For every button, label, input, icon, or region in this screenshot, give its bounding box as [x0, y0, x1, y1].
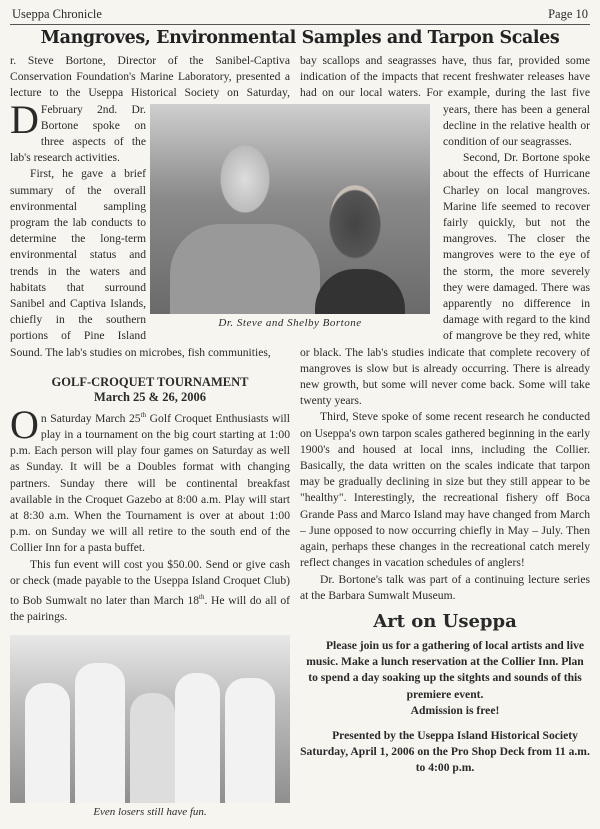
- croquet-players-photo: [10, 635, 290, 803]
- article-paragraph: bay scallops and seagrasses have, thus far, provided some indication of the impacts that recent freshwater releases have had on our local waters. For example, during the last five years, there has been a general decline in the relative health or condition of our seagrasses.: [300, 54, 590, 149]
- golf-paragraph: n Saturday March 25th Golf Croquet Enthusiasts will play in a tournament on the big court starting at 1:00 p.m. Each person will play four games on Saturday as well as Sunday. It will be a Doubles format with changing partners. Sunday there will be continental breakfast available in the Croquet Gazebo at 8:00 a.m. Play will start at 8:30 a.m. When the Tournament is over at about 1:00 p.m. on Sunday we will all retire to the south end of the Collier Inn for a pasta buffet.: [10, 410, 290, 555]
- article-paragraph: r. Steve Bortone, Director of the Sanibel-Captiva Conservation Foundation's Marine Laboratory, presented a lecture to the Useppa Historical Society on Saturday, February 2nd. Dr. Bortone spoke on three aspects of the lab's research activities.: [10, 54, 290, 165]
- photo-caption: Dr. Steve and Shelby Bortone: [218, 317, 362, 329]
- golf-body: [10, 401, 290, 625]
- article-paragraph: Second, Dr. Bortone spoke about the effects of Hurricane Charley on local mangroves. Marine life seemed to recover fairly quickly, but not the mangroves. The closer the mangroves were to the eye of the storm, the more severely they were damaged. There was apparently no difference in damage with regard to the kind of mangrove be they red, white or black. The lab's studies indicate that complete recovery of mangroves is slow but is already occurring. There is already new growth, but some will never come back. Some will take twenty years.: [300, 151, 590, 408]
- page-number: Page 10: [548, 7, 588, 21]
- publication-name: Useppa Chronicle: [12, 7, 102, 21]
- bortone-photo: [150, 104, 430, 314]
- drop-cap: D: [10, 97, 39, 142]
- golf-dates: March 25 & 26, 2006: [94, 389, 206, 404]
- drop-cap: O: [10, 401, 39, 447]
- art-admission: Admission is free!: [410, 703, 500, 717]
- golf-title: GOLF-CROQUET TOURNAMENT: [51, 374, 249, 389]
- article-title: Mangroves, Environmental Samples and Tarpon Scales: [40, 28, 560, 48]
- golf-heading: [10, 375, 290, 405]
- art-announcement: [300, 638, 590, 777]
- art-presented: Presented by the Useppa Island Historical Society Saturday, April 1, 2006 on the Pro Shop Deck from 11 a.m. to 4:00 p.m.: [300, 728, 590, 775]
- art-body: Please join us for a gathering of local artists and live music. Make a lunch reservation at the Collier Inn. Plan to spend a day soaking up the sitghts and sounds of this premiere event.: [306, 638, 585, 701]
- art-title: Art on Useppa: [373, 610, 517, 632]
- article-paragraph: Third, Steve spoke of some recent research he conducted on Useppa's own tarpon scales gathered beginning in the early 1900's and housed at local inns, including the Collier. Basically, the data written on the scales indicate that tarpon may be gradually declining in size but they still appear to be "healthy". Interestingly, the recreational fishery off Boca Grande Pass and Marco Island may have changed from March – June opposed to now occurring chiefly in May – July. Then again, perhaps these changes in the recreational catch merely reflect changes in vacation schedules of anglers!: [300, 410, 590, 570]
- photo-caption: Even losers still have fun.: [93, 806, 207, 819]
- page-header: [10, 5, 590, 25]
- article-paragraph: Dr. Bortone's talk was part of a continuing lecture series at the Barbara Sumwalt Museum.: [300, 572, 590, 602]
- article-paragraph: First, he gave a brief summary of the overall environmental sampling program the lab conducts to determine the long-term environmental status and trends in the waters and habitats that surround Sanibel and Captiva Islands, chiefly in the southern portions of Pine Island Sound. The lab's studies on microbes, fish communities,: [10, 167, 271, 359]
- columns: [10, 53, 590, 819]
- golf-paragraph: This fun event will cost you $50.00. Send or give cash or check (made payable to the Useppa Island Croquet Club) to Bob Sumwalt no later than March 18th. He will do all of the pairings.: [10, 557, 290, 624]
